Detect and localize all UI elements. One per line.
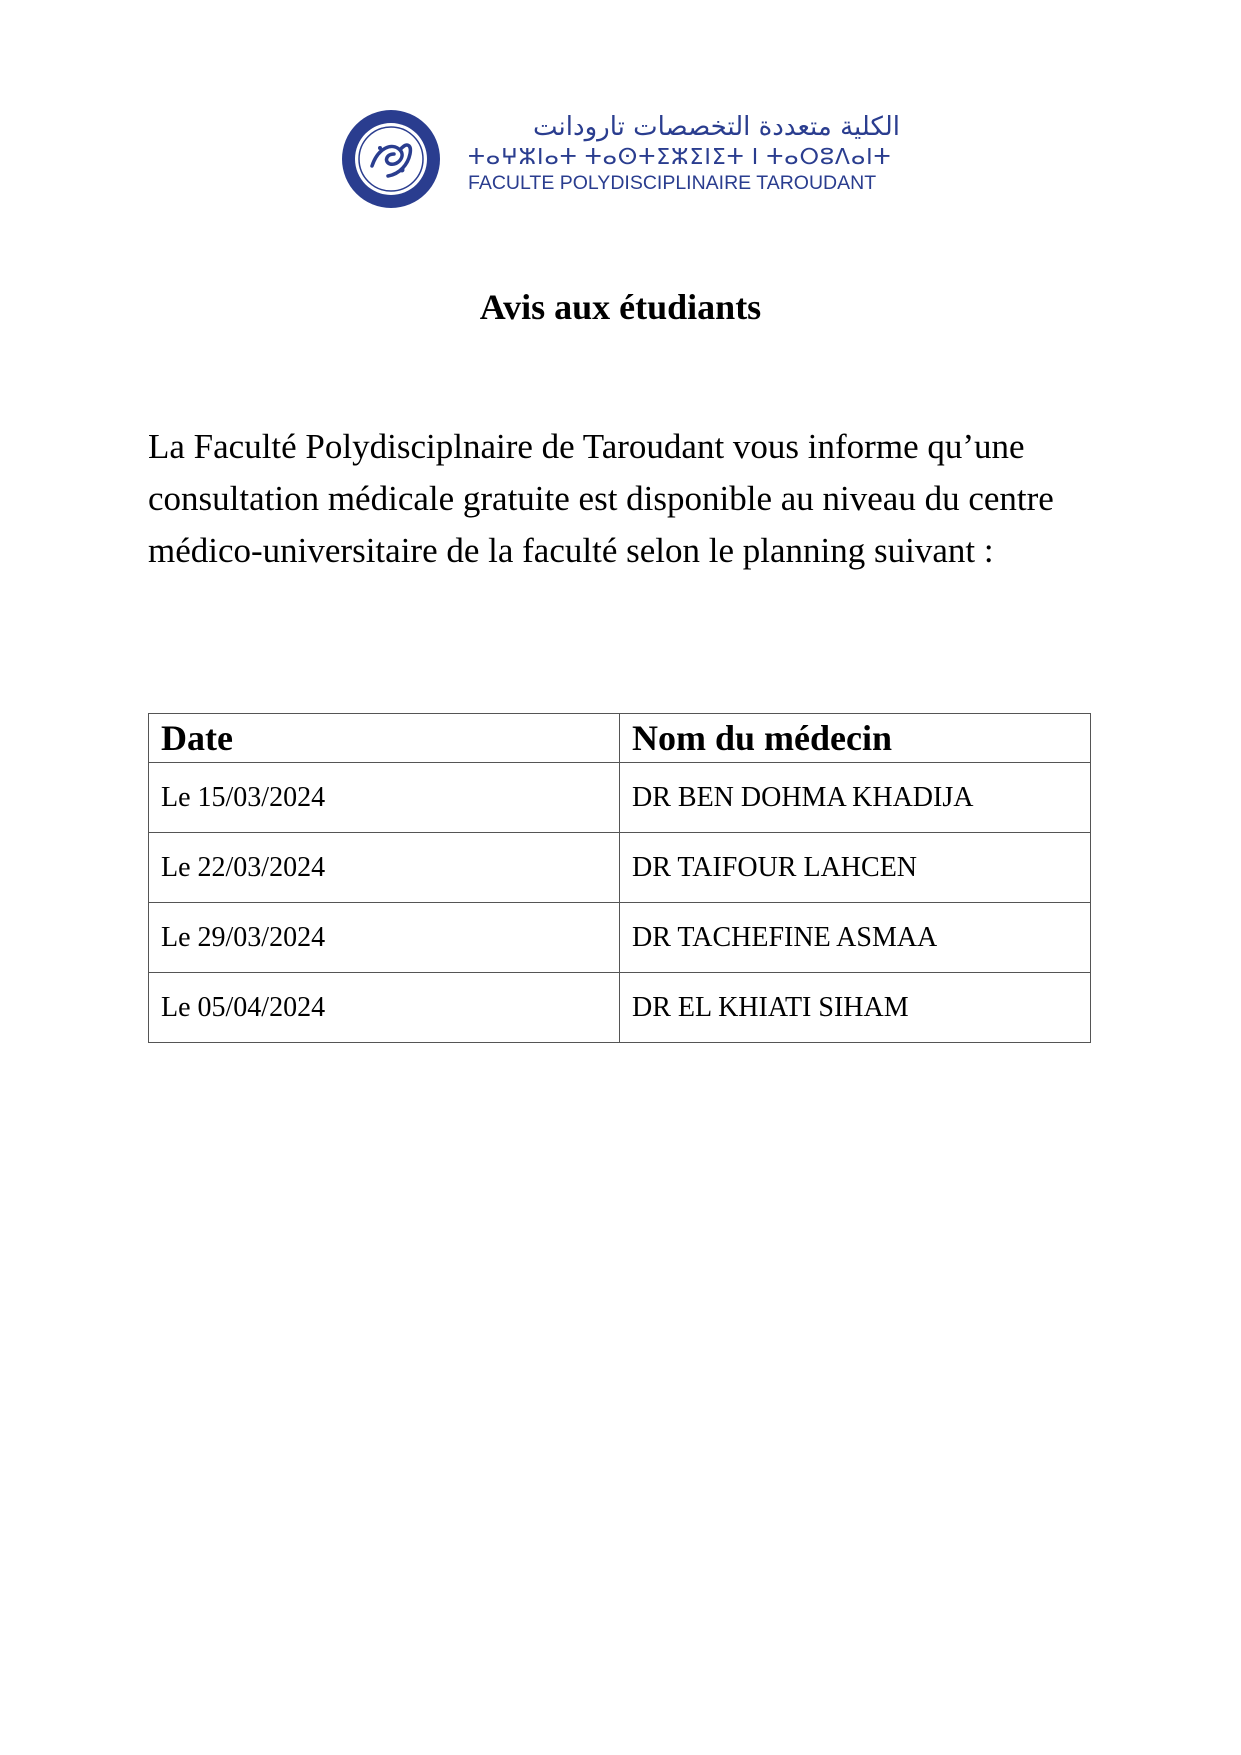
date-cell: Le 22/03/2024 xyxy=(149,833,620,903)
university-seal-logo xyxy=(340,108,442,210)
table-row xyxy=(149,903,1091,973)
doctor-cell: DR TACHEFINE ASMAA xyxy=(620,903,1091,973)
notice-title: Avis aux étudiants xyxy=(479,287,762,327)
column-header-date: Date xyxy=(149,714,620,763)
table-row xyxy=(149,833,1091,903)
doctor-cell: DR TAIFOUR LAHCEN xyxy=(620,833,1091,903)
table-row xyxy=(149,973,1091,1043)
consultation-schedule-table xyxy=(148,713,1091,1043)
faculty-name-block xyxy=(468,110,900,196)
doctor-cell: DR BEN DOHMA KHADIJA xyxy=(620,763,1091,833)
date-cell: Le 15/03/2024 xyxy=(149,763,620,833)
table-row xyxy=(149,763,1091,833)
faculty-name-tifinagh: ⵜⴰⵖⵣⵏⴰⵜ ⵜⴰⵙⵜⵉⵣⵉⵏⵉⵜ ⵏ ⵜⴰⵔⵓⴷⴰⵏⵜ xyxy=(468,144,892,169)
faculty-header xyxy=(340,100,900,212)
date-cell: Le 29/03/2024 xyxy=(149,903,620,973)
table-header-row xyxy=(149,714,1091,763)
faculty-name-latin: FACULTE POLYDISCIPLINAIRE TAROUDANT xyxy=(468,172,877,194)
column-header-doctor: Nom du médecin xyxy=(620,714,1091,763)
doctor-cell: DR EL KHIATI SIHAM xyxy=(620,973,1091,1043)
date-cell: Le 05/04/2024 xyxy=(149,973,620,1043)
faculty-name-arabic: الكلية متعددة التخصصات تارودانت xyxy=(533,112,900,142)
notice-paragraph: La Faculté Polydisciplnaire de Taroudant vous informe qu’une consultation médicale gratuite est disponible au niveau du centre médico-universitaire de la faculté selon le planning suivant : xyxy=(148,427,1054,570)
